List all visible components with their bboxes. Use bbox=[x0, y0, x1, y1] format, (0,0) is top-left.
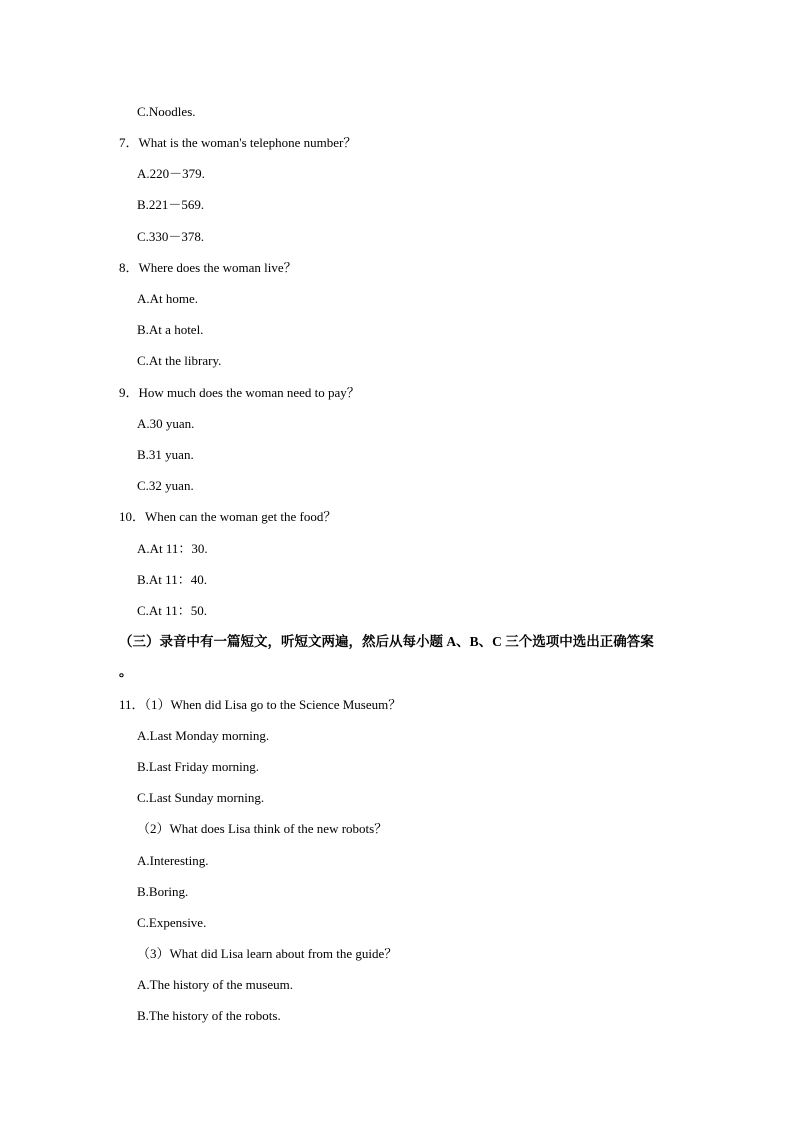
question-9: 9．How much does the woman need to pay？ bbox=[119, 385, 360, 400]
section-3-heading: （三）录音中有一篇短文，听短文两遍，然后从每小题 A、B、C 三个选项中选出正确答案 bbox=[119, 634, 654, 649]
option-9b: B.31 yuan. bbox=[137, 447, 194, 462]
option-11-2a: A.Interesting. bbox=[137, 853, 209, 868]
option-9c: C.32 yuan. bbox=[137, 478, 194, 493]
option-10c: C.At 11：50. bbox=[137, 603, 207, 618]
option-11-2c: C.Expensive. bbox=[137, 915, 207, 930]
option-11-2b: B.Boring. bbox=[137, 884, 189, 899]
option-8a: A.At home. bbox=[137, 291, 199, 306]
option-8c: C.At the library. bbox=[137, 353, 222, 368]
option-11-3b: B.The history of the robots. bbox=[137, 1008, 281, 1023]
question-11-1: 11．（1）When did Lisa go to the Science Museum？ bbox=[119, 697, 402, 712]
option-11-1a: A.Last Monday morning. bbox=[137, 728, 270, 743]
option-10a: A.At 11：30. bbox=[137, 541, 208, 556]
option-7c: C.330－378. bbox=[137, 229, 205, 244]
option-10b: B.At 11：40. bbox=[137, 572, 207, 587]
option-8b: B.At a hotel. bbox=[137, 322, 204, 337]
option-6c: C.Noodles. bbox=[137, 104, 196, 119]
section-3-heading-end: 。 bbox=[119, 664, 133, 679]
option-11-1b: B.Last Friday morning. bbox=[137, 759, 260, 774]
question-11-2: （2）What does Lisa think of the new robots？ bbox=[137, 821, 388, 836]
question-7: 7．What is the woman's telephone number？ bbox=[119, 135, 357, 150]
option-7b: B.221－569. bbox=[137, 197, 205, 212]
option-7a: A.220－379. bbox=[137, 166, 205, 181]
question-8: 8．Where does the woman live？ bbox=[119, 260, 297, 275]
question-11-3: （3）What did Lisa learn about from the guide？ bbox=[137, 946, 398, 961]
option-11-3a: A.The history of the museum. bbox=[137, 977, 293, 992]
option-11-1c: C.Last Sunday morning. bbox=[137, 790, 265, 805]
option-9a: A.30 yuan. bbox=[137, 416, 195, 431]
question-10: 10．When can the woman get the food？ bbox=[119, 509, 337, 524]
